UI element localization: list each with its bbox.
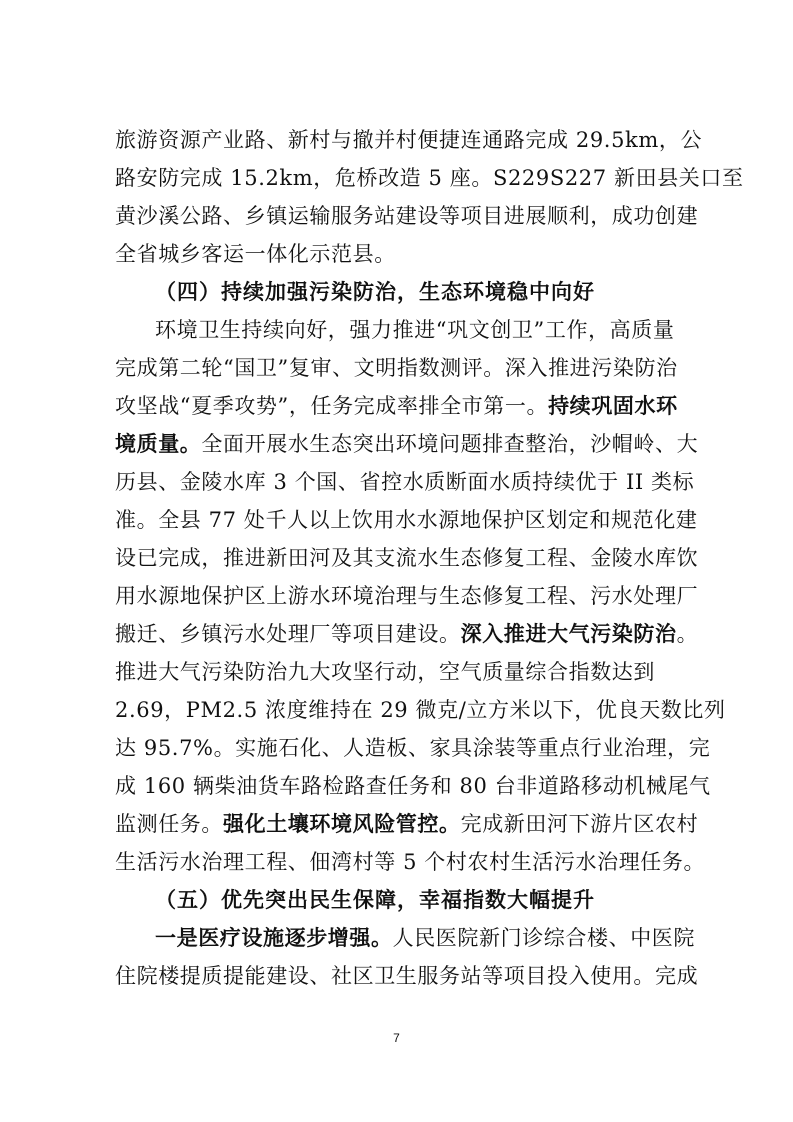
- text-segment: 准。全县 77 处千人以上饮用水水源地保护区划定和规范化建: [115, 508, 698, 532]
- text-segment: 用水源地保护区上游水环境治理与生态修复工程、污水处理厂: [115, 584, 699, 608]
- text-segment: 攻坚战“夏季攻势”，任务完成率排全市第一。: [115, 394, 549, 418]
- text-line: [115, 125, 703, 155]
- text-segment: 环境卫生持续向好，强力推进“巩文创卫”工作，高质量: [155, 318, 675, 342]
- text-segment: 。: [676, 622, 699, 646]
- section-heading: [155, 885, 681, 915]
- bold-topic-text: 境质量。: [115, 432, 202, 456]
- text-line: [115, 467, 695, 497]
- text-segment: 监测任务。: [115, 812, 223, 836]
- bold-topic-text: 强化土壤环境风险管控。: [223, 812, 461, 836]
- section-heading-text: （四）持续加强污染防治，生态环境稳中向好: [155, 280, 595, 304]
- bold-topic-text: 持续巩固水环: [548, 394, 678, 418]
- section-heading-text: （五）优先突出民生保障，幸福指数大幅提升: [155, 888, 595, 912]
- page-number: 7: [393, 1031, 400, 1045]
- text-segment: 推进大气污染防治九大攻坚行动，空气质量综合指数达到: [115, 660, 655, 684]
- text-segment: 成 160 辆柴油货车路检路查任务和 80 台非道路移动机械尾气: [115, 774, 711, 798]
- bold-topic-text: 一是医疗设施逐步增强。: [155, 926, 393, 950]
- text-line: [115, 619, 699, 649]
- text-segment: 完成第二轮“国卫”复审、文明指数测评。深入推进污染防治: [115, 356, 678, 380]
- text-line: [155, 315, 681, 345]
- text-line: [115, 657, 681, 687]
- text-segment: 路安防完成 15.2km，危桥改造 5 座。S229S227 新田县关口至: [115, 166, 744, 190]
- text-segment: 完成新田河下游片区农村: [460, 812, 699, 836]
- text-segment: 历县、金陵水库 3 个国、省控水质断面水质持续优于 II 类标: [115, 470, 695, 494]
- text-line: [115, 543, 699, 573]
- text-segment: 黄沙溪公路、乡镇运输服务站建设等项目进展顺利，成功创建: [115, 204, 699, 228]
- text-segment: 生活污水治理工程、佃湾村等 5 个村农村生活污水治理任务。: [115, 850, 706, 874]
- text-segment: 搬迁、乡镇污水处理厂等项目建设。: [115, 622, 461, 646]
- text-line: [115, 695, 726, 725]
- text-line: [115, 353, 681, 383]
- text-line: [115, 771, 711, 801]
- text-line: [115, 505, 698, 535]
- text-segment: 全面开展水生态突出环境问题排查整治，沙帽岭、大: [201, 432, 699, 456]
- text-segment: 全省城乡客运一体化示范县。: [115, 242, 396, 266]
- text-line: [115, 961, 699, 991]
- text-line: [115, 581, 699, 611]
- section-heading: [155, 277, 681, 307]
- text-segment: 设已完成，推进新田河及其支流水生态修复工程、金陵水库饮: [115, 546, 699, 570]
- text-line: [115, 847, 706, 877]
- text-segment: 2.69，PM2.5 浓度维持在 29 微克/立方米以下，优良天数比列: [115, 698, 726, 722]
- text-line: [115, 809, 699, 839]
- text-line: [115, 201, 699, 231]
- text-segment: 人民医院新门诊综合楼、中医院: [392, 926, 696, 950]
- text-segment: 达 95.7%。实施石化、人造板、家具涂装等重点行业治理，完: [115, 736, 711, 760]
- text-line: [115, 429, 699, 459]
- bold-topic-text: 深入推进大气污染防治: [460, 622, 677, 646]
- text-line: [115, 239, 681, 269]
- text-segment: 旅游资源产业路、新村与撤并村便捷连通路完成 29.5km，公: [115, 128, 703, 152]
- text-line: [115, 391, 681, 421]
- text-line: [155, 923, 696, 953]
- text-line: [115, 163, 744, 193]
- text-segment: 住院楼提质提能建设、社区卫生服务站等项目投入使用。完成: [115, 964, 699, 988]
- text-line: [115, 733, 711, 763]
